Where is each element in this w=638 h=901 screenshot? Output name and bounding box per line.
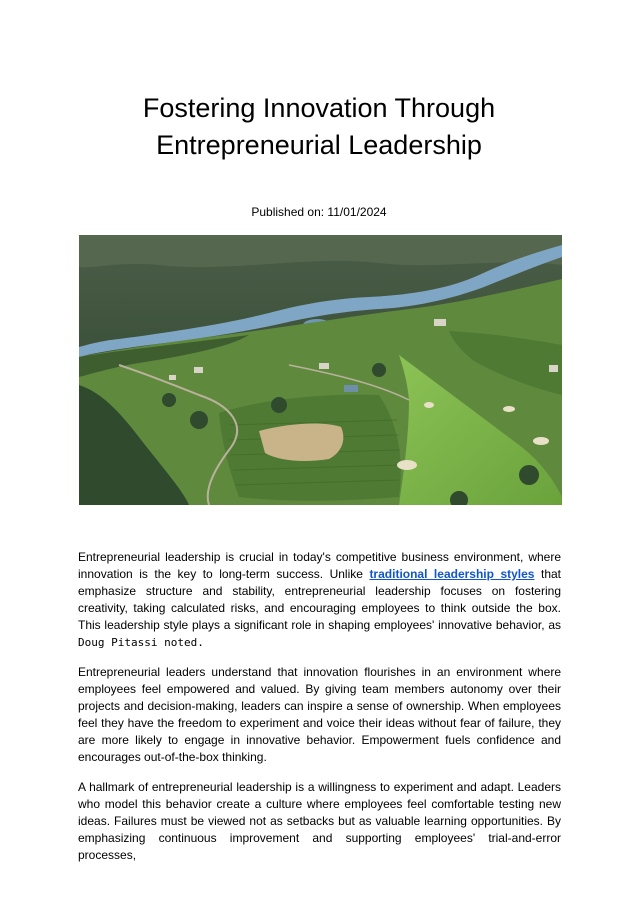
paragraph-3: A hallmark of entrepreneurial leadership is a willingness to experiment and adapt. Leaders who model this behavior create a culture where employees feel comfortable testing new ideas. Failures must be viewed not as setbacks but as valuable learning opportunities. By emphasizing continuous improvement and supporting employees' trial-and-error processes,: [78, 780, 561, 862]
paragraph-1-text-mid: that emphasize structure and stability, entrepreneurial leadership focuses on fostering creativity, taking calculated risks, and encouraging employees to think outside the box. This leadership style plays a significant role in shaping employees' innovative behavior, as: [78, 567, 561, 632]
title-line-1: Fostering Innovation Through: [142, 93, 496, 123]
paragraph-1-text-end: noted.: [157, 636, 204, 649]
paragraph-1: [78, 549, 561, 651]
article-body: [78, 549, 561, 877]
published-date: Published on: 11/01/2024: [251, 205, 387, 219]
aerial-landscape-image: [79, 235, 562, 505]
paragraph-2: Entrepreneurial leaders understand that innovation flourishes in an environment where employees feel empowered and valued. By giving team members autonomy over their projects and decision-making, leaders can inspire a sense of ownership. When employees feel they have the freedom to experiment and voice their ideas without fear of failure, they are more likely to engage in innovative behavior. Empowerment fuels confidence and encourages out-of-the-box thinking.: [78, 665, 561, 764]
paragraph-1-text-start: Entrepreneurial leadership is crucial in today's competitive business environment, where innovation is the key to long-term success. Unlike: [78, 550, 561, 581]
page-title: [0, 90, 638, 164]
author-name: Doug Pitassi: [78, 636, 158, 649]
traditional-leadership-styles-link[interactable]: traditional leadership styles: [369, 567, 535, 581]
bare-field: [259, 424, 343, 461]
title-line-2: Entrepreneurial Leadership: [156, 130, 482, 160]
